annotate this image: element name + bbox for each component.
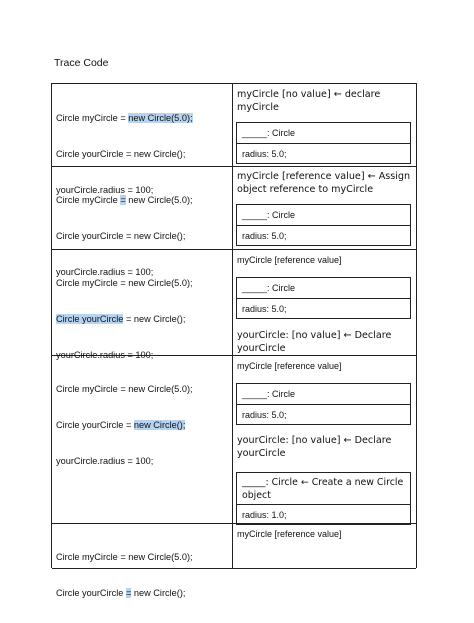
- code-line: Circle yourCircle = new Circle();: [56, 588, 186, 598]
- code-line: Circle myCircle = new Circle(5.0);: [56, 552, 193, 562]
- trace-row-5: [52, 523, 416, 598]
- code-line: Circle yourCircle = new Circle();: [56, 420, 186, 430]
- column-divider: [232, 249, 233, 355]
- object-box: [236, 383, 411, 425]
- object-box: [236, 472, 411, 525]
- object-radius: radius: 5.0;: [237, 298, 410, 318]
- object-radius: radius: 5.0;: [237, 143, 410, 163]
- trace-row-4: [52, 355, 416, 524]
- highlighted-code: =: [125, 588, 132, 598]
- trace-row-3: [52, 249, 416, 360]
- variable-note: myCircle [reference value] ← Assign object reference to myCircle: [237, 171, 411, 195]
- column-divider: [232, 523, 233, 568]
- object-box: [236, 277, 411, 319]
- code-line: Circle myCircle = new Circle(5.0);: [56, 384, 193, 394]
- variable-note: myCircle [reference value]: [237, 255, 342, 265]
- variable-note: yourCircle: [no value] ← Declare yourCircle: [237, 435, 392, 459]
- code-line: Circle yourCircle = new Circle();: [56, 314, 186, 324]
- code-line: Circle myCircle = new Circle(5.0);: [56, 113, 193, 123]
- code-line: Circle myCircle = new Circle(5.0);: [56, 278, 193, 288]
- trace-row-2: [52, 166, 416, 277]
- code-line: Circle myCircle = new Circle(5.0);: [56, 195, 193, 205]
- page-title: Trace Code: [54, 57, 109, 69]
- code-cell: [56, 527, 193, 623]
- code-line: Circle yourCircle = new Circle();: [56, 149, 186, 159]
- object-header: _____: Circle: [242, 389, 296, 399]
- object-header: _____: Circle: [242, 210, 296, 220]
- object-box: [236, 122, 411, 164]
- code-line: yourCircle.radius = 100;: [56, 350, 154, 360]
- variable-note: myCircle [reference value]: [237, 529, 342, 539]
- variable-note: myCircle [reference value]: [237, 361, 342, 371]
- highlighted-code: Circle yourCircle: [56, 314, 124, 324]
- variable-note: myCircle [no value] ← declare myCircle: [237, 89, 381, 113]
- object-radius: radius: 1.0;: [237, 504, 410, 524]
- trace-table: [51, 83, 417, 598]
- object-radius: radius: 5.0;: [237, 225, 410, 245]
- column-divider: [232, 166, 233, 249]
- column-divider: [232, 355, 233, 523]
- object-header: _____: Circle: [242, 128, 296, 138]
- column-divider: [232, 84, 233, 166]
- highlighted-code: new Circle(5.0);: [128, 113, 193, 123]
- highlighted-code: =: [120, 195, 126, 205]
- code-cell: [56, 359, 193, 491]
- object-box: [236, 204, 411, 246]
- object-header: _____: Circle ← Create a new Circle object: [242, 477, 404, 501]
- code-line: yourCircle.radius = 100;: [56, 456, 154, 466]
- object-header: _____: Circle: [242, 283, 296, 293]
- code-line: yourCircle.radius = 100;: [56, 267, 154, 277]
- code-line: Circle yourCircle = new Circle();: [56, 231, 186, 241]
- code-line: yourCircle.radius = 100;: [56, 185, 154, 195]
- highlighted-code: new Circle();: [133, 420, 186, 430]
- object-radius: radius: 5.0;: [237, 404, 410, 424]
- variable-note: yourCircle: [no value] ← Declare yourCircle: [237, 330, 392, 354]
